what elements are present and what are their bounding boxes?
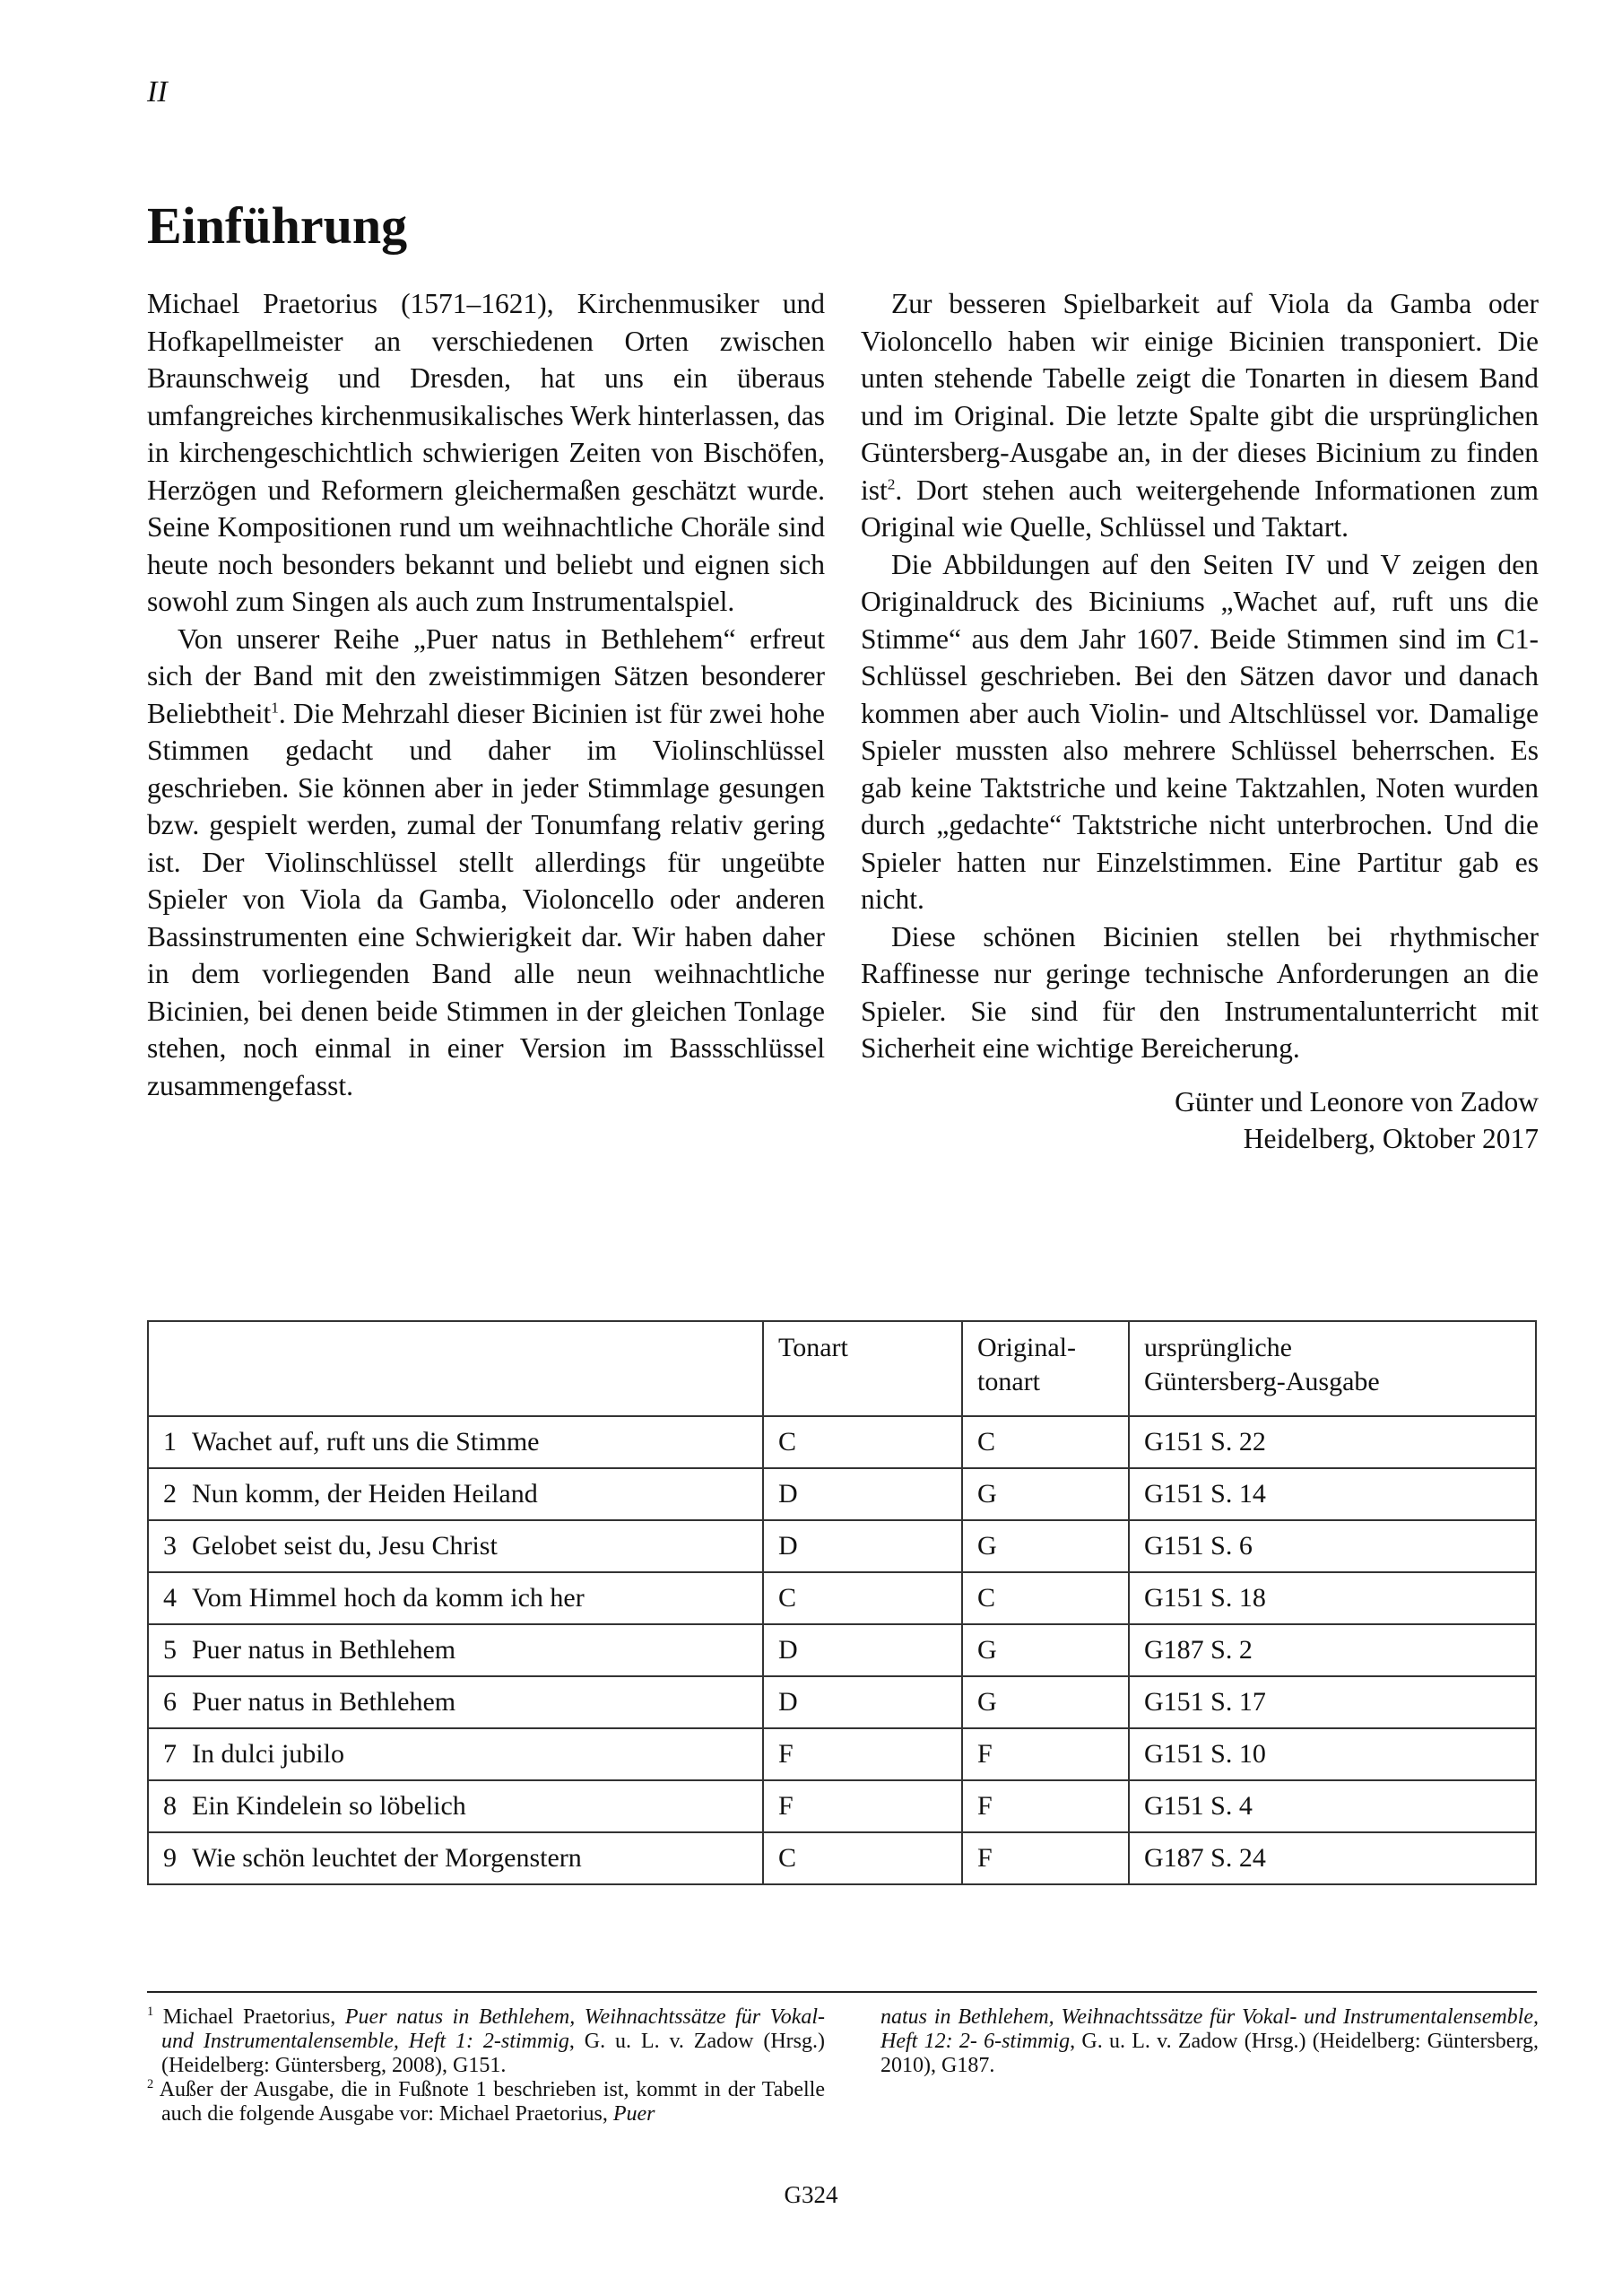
cell-ausgabe: G151 S. 17 [1129, 1676, 1536, 1728]
footnote-text: Außer der Ausgabe, die in Fußnote 1 beschrieben ist, kommt in der Tabelle auch die folgende Ausgabe vor: Michael Praetorius, [159, 2078, 826, 2126]
row-title: Wachet auf, ruft uns die Stimme [192, 1427, 540, 1457]
row-number: 7 [163, 1739, 177, 1769]
paragraph-text: . Dort stehen auch weitergehende Informationen zum Original wie Quelle, Schlüssel und Taktart. [861, 474, 1539, 543]
footnotes-right [880, 2005, 1539, 2078]
signature-names: Günter und Leonore von Zadow [1175, 1085, 1539, 1118]
row-number: 2 [163, 1479, 177, 1509]
table-row [148, 1468, 1536, 1520]
footnote-title-italic: natus in Bethlehem, Weihnachtssätze für Vokal- und Instrumentalensemble, Heft 12: 2- 6-stimmig [880, 2005, 1539, 2053]
cell-originaltonart: F [962, 1728, 1129, 1780]
row-number: 1 [163, 1427, 177, 1457]
cell-ausgabe: G151 S. 10 [1129, 1728, 1536, 1780]
cell-originaltonart: G [962, 1520, 1129, 1572]
row-title: Gelobet seist du, Jesu Christ [192, 1531, 498, 1561]
footnote-text: , G. u. L. v. Zadow (Hrsg.) (Heidelberg: Güntersberg, 2010), G187. [880, 2030, 1539, 2077]
header-ausgabe [1129, 1321, 1536, 1416]
footnote-title-italic: Puer [612, 2102, 655, 2126]
table-row [148, 1728, 1536, 1780]
table-row [148, 1624, 1536, 1676]
cell-ausgabe: G187 S. 2 [1129, 1624, 1536, 1676]
signature-place-date: Heidelberg, Oktober 2017 [1243, 1123, 1539, 1154]
cell-tonart: D [763, 1676, 962, 1728]
row-title: Puer natus in Bethlehem [192, 1635, 456, 1665]
paragraph-conclusion: Diese schönen Bicinien stellen bei rhythmischer Raffinesse nur geringe technische Anforderungen an die Spieler. Sie sind für den Instrumentalunterricht mit Sicherheit eine wichtige Bereicherung. [861, 920, 1539, 1064]
header-tonart: Tonart [763, 1321, 962, 1416]
cell-originaltonart: G [962, 1624, 1129, 1676]
cell-originaltonart: C [962, 1416, 1129, 1468]
cell-tonart: D [763, 1468, 962, 1520]
paragraph-illustrations: Die Abbildungen auf den Seiten IV und V zeigen den Originaldruck des Biciniums „Wachet auf, ruft uns die Stimme“ aus dem Jahr 1607. Beide Stimmen sind im C1-Schlüssel geschrieben. Bei den Sätzen davor und danach kommen aber auch Violin- und Altschlüssel vor. Damalige Spieler mussten also mehrere Schlüssel beherrschen. Es gab keine Taktstriche und keine Taktzahlen, Noten wurden durch „gedachte“ Taktstriche nicht unterbrochen. Und die Spieler hatten nur Einzelstimmen. Eine Partitur gab es nicht. [861, 548, 1539, 915]
table-row [148, 1520, 1536, 1572]
paragraph-series [147, 621, 825, 1105]
tonart-table [147, 1320, 1537, 1885]
table-row [148, 1676, 1536, 1728]
footnote-title-italic: Puer natus in Bethlehem, Weihnachtssätze für Vokal- und Instrumentalensemble, Heft 1: 2-stimmig [161, 2005, 826, 2053]
key-table [147, 1320, 1537, 1885]
cell-ausgabe: G151 S. 18 [1129, 1572, 1536, 1624]
row-number: 9 [163, 1843, 177, 1873]
row-number: 3 [163, 1531, 177, 1561]
cell-title [148, 1468, 763, 1520]
cell-originaltonart: C [962, 1572, 1129, 1624]
cell-title [148, 1780, 763, 1832]
cell-title [148, 1572, 763, 1624]
footnote-text: , G. u. L. v. Zadow (Hrsg.) (Heidelberg: Güntersberg, 2008), G151. [161, 2030, 825, 2077]
cell-title [148, 1624, 763, 1676]
paragraph-intro: Michael Praetorius (1571–1621), Kirchenmusiker und Hofkapellmeister an verschiedenen Orten zwischen Braunschweig und Dresden, hat uns ein überaus umfangreiches kirchenmusikalisches Werk hinterlassen, das in kirchengeschichtlich schwierigen Zeiten von Bischöfen, Herzögen und Reformern gleichermaßen geschätzt wurde. Seine Kompositionen rund um weihnachtliche Choräle sind heute noch besonders bekannt und beliebt und eignen sich sowohl zum Singen als auch zum Instrumentalspiel. [147, 288, 825, 617]
cell-title [148, 1728, 763, 1780]
table-row [148, 1416, 1536, 1468]
table-row [148, 1572, 1536, 1624]
catalog-number: G324 [784, 2181, 838, 2208]
table-row [148, 1780, 1536, 1832]
cell-tonart: F [763, 1780, 962, 1832]
row-title: Ein Kindelein so löbelich [192, 1791, 466, 1821]
cell-ausgabe: G187 S. 24 [1129, 1832, 1536, 1884]
signature-block [861, 1083, 1539, 1158]
footnote-mark: 2 [147, 2077, 154, 2092]
footnote-2-continued [880, 2005, 1539, 2078]
cell-title [148, 1832, 763, 1884]
header-line: Original- [977, 1333, 1076, 1362]
paragraph-transposition [861, 285, 1539, 546]
table-row [148, 1832, 1536, 1884]
paragraph-text: Zur besseren Spielbarkeit auf Viola da Gamba oder Violoncello haben wir einige Bicinien transponiert. Die unten stehende Tabelle zeigt die Tonarten in diesem Band und im Original. Die letzte Spalte gibt die ursprünglichen Güntersberg-Ausgabe an, in der dieses Bicinium zu finden ist [861, 288, 1539, 506]
paragraph-text: Von unserer Reihe „Puer natus in Bethlehem“ erfreut sich der Band mit den zweistimmigen Sätzen besonderer Beliebtheit [147, 622, 825, 729]
cell-tonart: F [763, 1728, 962, 1780]
footnote-ref-1[interactable]: 1 [271, 699, 279, 716]
cell-ausgabe: G151 S. 6 [1129, 1520, 1536, 1572]
footnote-1 [147, 2005, 825, 2078]
footnotes-left [147, 2005, 825, 2126]
row-number: 8 [163, 1791, 177, 1821]
right-text-column [861, 285, 1539, 1158]
cell-ausgabe: G151 S. 14 [1129, 1468, 1536, 1520]
footnote-2 [147, 2078, 825, 2126]
cell-ausgabe: G151 S. 4 [1129, 1780, 1536, 1832]
cell-tonart: D [763, 1624, 962, 1676]
header-line: ursprüngliche [1144, 1333, 1292, 1362]
row-number: 5 [163, 1635, 177, 1665]
cell-originaltonart: G [962, 1676, 1129, 1728]
table-header-row [148, 1321, 1536, 1416]
row-title: Puer natus in Bethlehem [192, 1687, 456, 1717]
header-line: Güntersberg-Ausgabe [1144, 1367, 1380, 1396]
paragraph-text: . Die Mehrzahl dieser Bicinien ist für zwei hohe Stimmen gedacht und daher im Violinschlüssel geschrieben. Sie können aber in jeder Stimmlage gesungen bzw. gespielt werden, zumal der Tonumfang relativ gering ist. Der Violinschlüssel stellt allerdings für ungeübte Spieler von Viola da Gamba, Violoncello oder anderen Bassinstrumenten eine Schwierigkeit dar. Wir haben daher in dem vorliegenden Band alle neun weihnachtliche Bicinien, bei denen beide Stimmen in der gleichen Tonlage stehen, noch einmal in einer Version im Bassschlüssel zusammengefasst. [147, 697, 825, 1101]
footnote-text: Michael Praetorius, [162, 2005, 345, 2029]
footnote-ref-2[interactable]: 2 [887, 475, 896, 492]
cell-originaltonart: F [962, 1780, 1129, 1832]
cell-tonart: C [763, 1416, 962, 1468]
cell-ausgabe: G151 S. 22 [1129, 1416, 1536, 1468]
header-originaltonart [962, 1321, 1129, 1416]
cell-tonart: C [763, 1572, 962, 1624]
cell-title [148, 1416, 763, 1468]
page-title: Einführung [147, 196, 408, 255]
footnote-mark: 1 [147, 2005, 154, 2019]
cell-originaltonart: G [962, 1468, 1129, 1520]
row-number: 6 [163, 1687, 177, 1717]
footnote-divider [147, 1991, 1537, 1993]
header-line: tonart [977, 1367, 1040, 1396]
row-title: Wie schön leuchtet der Morgenstern [192, 1843, 582, 1873]
row-title: Vom Himmel hoch da komm ich her [192, 1583, 585, 1613]
cell-originaltonart: F [962, 1832, 1129, 1884]
cell-tonart: D [763, 1520, 962, 1572]
cell-tonart: C [763, 1832, 962, 1884]
left-text-column [147, 285, 825, 1104]
header-title [148, 1321, 763, 1416]
cell-title [148, 1676, 763, 1728]
row-number: 4 [163, 1583, 177, 1613]
cell-title [148, 1520, 763, 1572]
row-title: In dulci jubilo [192, 1739, 344, 1769]
row-title: Nun komm, der Heiden Heiland [192, 1479, 538, 1509]
page-number-roman: II [147, 75, 168, 109]
